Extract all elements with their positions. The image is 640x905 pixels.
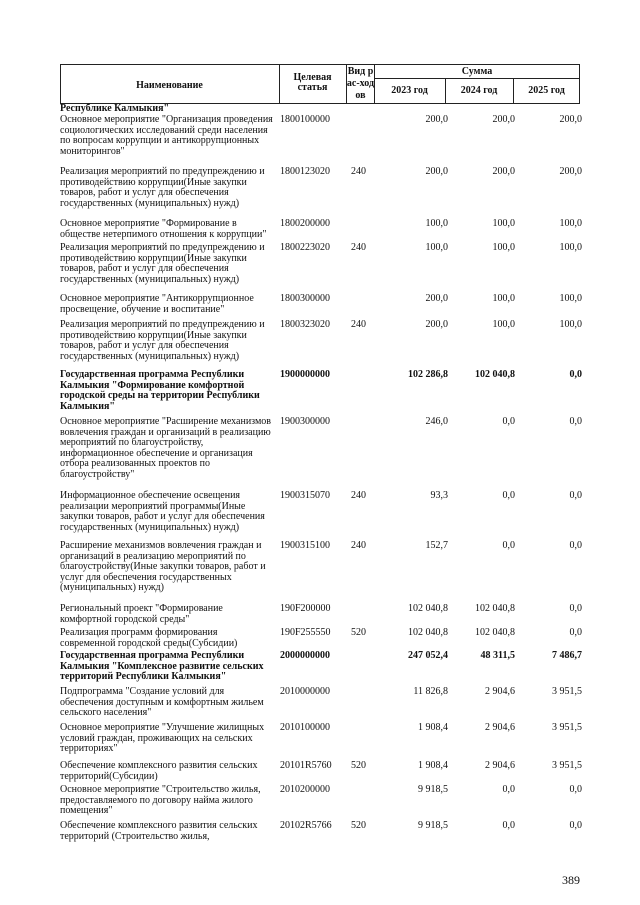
row-sum-2023: 102 040,8 [408, 603, 448, 614]
row-code: 1900300000 [280, 416, 330, 427]
row-sum-2024: 0,0 [502, 820, 515, 831]
row-sum-2025: 3 951,5 [552, 760, 582, 771]
row-sum-2025: 200,0 [559, 166, 582, 177]
row-sum-2024: 100,0 [492, 293, 515, 304]
row-name: Обеспечение комплексного развития сельских территорий(Субсидии) [60, 760, 258, 782]
row-sum-2024: 200,0 [492, 114, 515, 125]
table-row [60, 167, 580, 219]
header-sum: Сумма [461, 66, 493, 77]
table-row [60, 651, 580, 687]
row-vid: 520 [351, 627, 366, 638]
row-sum-2025: 7 486,7 [552, 650, 582, 661]
row-sum-2023: 9 918,5 [418, 820, 448, 831]
row-sum-2025: 100,0 [559, 218, 582, 229]
row-sum-2025: 0,0 [569, 603, 582, 614]
row-sum-2025: 0,0 [569, 416, 582, 427]
row-vid: 520 [351, 820, 366, 831]
table-row [60, 687, 580, 723]
row-name: Реализация программ формирования современной городской среды(Субсидии) [60, 627, 238, 649]
row-sum-2024: 102 040,8 [475, 369, 515, 380]
row-sum-2023: 200,0 [425, 166, 448, 177]
row-code: 2000000000 [280, 650, 330, 661]
row-vid: 240 [351, 540, 366, 551]
table-row [60, 821, 580, 847]
row-name: Подпрограмма "Создание условий для обеспечения доступным и комфортным жильем сельского населения" [60, 686, 264, 718]
row-name: Региональный проект "Формирование комфортной городской среды" [60, 603, 223, 625]
row-sum-2025: 3 951,5 [552, 722, 582, 733]
row-name: Основное мероприятие "Улучшение жилищных условий граждан, проживающих на сельских территориях" [60, 722, 265, 754]
row-sum-2023: 152,7 [425, 540, 448, 551]
row-code: 1900315100 [280, 540, 330, 551]
row-sum-2024: 48 311,5 [480, 650, 515, 661]
table-row [60, 491, 580, 541]
row-sum-2023: 9 918,5 [418, 784, 448, 795]
table-row [60, 761, 580, 785]
table-row [60, 604, 580, 628]
header-code: Целевая статья [293, 72, 332, 93]
header-2024: 2024 год [460, 85, 498, 96]
row-sum-2024: 2 904,6 [485, 722, 515, 733]
row-name: Республике Калмыкия" [60, 103, 170, 114]
row-name: Основное мероприятие "Организация проведения социологических исследований среди населения по вопросам коррупции и антикоррупционных мониторингов" [60, 114, 273, 157]
row-sum-2023: 1 908,4 [418, 760, 448, 771]
table-row [60, 628, 580, 651]
row-sum-2025: 200,0 [559, 114, 582, 125]
table-header [60, 64, 580, 104]
row-sum-2024: 0,0 [502, 416, 515, 427]
row-code: 1800200000 [280, 218, 330, 229]
row-vid: 240 [351, 490, 366, 501]
header-sum-rule [374, 78, 580, 79]
row-sum-2025: 0,0 [569, 627, 582, 638]
row-vid: 520 [351, 760, 366, 771]
row-sum-2024: 102 040,8 [475, 603, 515, 614]
table-row [60, 294, 580, 320]
row-sum-2023: 102 040,8 [408, 627, 448, 638]
row-sum-2024: 100,0 [492, 218, 515, 229]
table-row [60, 115, 580, 167]
row-name: Основное мероприятие "Антикоррупционное просвещение, обучение и воспитание" [60, 293, 254, 315]
table-body [60, 104, 580, 847]
row-name: Реализация мероприятий по предупреждению и противодействию коррупции(Иные закупки товаров, работ и услуг для обеспечения государственных (муниципальных) нужд) [60, 319, 265, 362]
row-sum-2023: 100,0 [425, 242, 448, 253]
row-sum-2025: 0,0 [569, 820, 582, 831]
table-row [60, 785, 580, 821]
row-code: 1800223020 [280, 242, 330, 253]
table-row [60, 541, 580, 604]
row-sum-2024: 0,0 [502, 784, 515, 795]
row-sum-2024: 2 904,6 [485, 686, 515, 697]
page-number: 389 [562, 873, 580, 887]
row-code: 1800100000 [280, 114, 330, 125]
row-code: 1900315070 [280, 490, 330, 501]
row-sum-2024: 2 904,6 [485, 760, 515, 771]
row-sum-2025: 0,0 [569, 369, 582, 380]
row-name: Государственная программа Республики Калмыкия "Комплексное развитие сельских территорий Республики Калмыкия" [60, 650, 264, 682]
row-sum-2025: 100,0 [559, 319, 582, 330]
row-code: 2010100000 [280, 722, 330, 733]
row-code: 1800300000 [280, 293, 330, 304]
row-sum-2024: 0,0 [502, 490, 515, 501]
row-name: Основное мероприятие "Расширение механизмов вовлечения граждан и организаций в реализацию мероприятий по благоустройству, информационное обеспечение и организация отбора реализованных проектов по благоустройству" [60, 416, 272, 480]
row-code: 1800323020 [280, 319, 330, 330]
row-sum-2025: 0,0 [569, 490, 582, 501]
row-name: Реализация мероприятий по предупреждению и противодействию коррупции(Иные закупки товаров, работ и услуг для обеспечения государственных (муниципальных) нужд) [60, 242, 265, 285]
row-vid: 240 [351, 166, 366, 177]
row-sum-2024: 100,0 [492, 242, 515, 253]
table-row [60, 417, 580, 491]
row-sum-2023: 93,3 [430, 490, 448, 501]
row-sum-2024: 0,0 [502, 540, 515, 551]
row-sum-2023: 1 908,4 [418, 722, 448, 733]
row-name: Основное мероприятие "Формирование в обществе нетерпимого отношения к коррупции" [60, 218, 267, 240]
table-row [60, 243, 580, 294]
header-2023: 2023 год [391, 85, 428, 96]
row-sum-2023: 11 826,8 [413, 686, 448, 697]
header-top-rule [60, 64, 580, 65]
table-row [60, 219, 580, 243]
row-sum-2024: 200,0 [492, 166, 515, 177]
row-code: 1900000000 [280, 369, 330, 380]
row-code: 1800123020 [280, 166, 330, 177]
row-name: Информационное обеспечение освещения реализации мероприятий программы(Иные закупки товаров, работ и услуг для обеспечения государственных (муниципальных) нужд) [60, 490, 265, 533]
table-row [60, 370, 580, 417]
row-sum-2024: 100,0 [492, 319, 515, 330]
row-sum-2023: 200,0 [425, 293, 448, 304]
row-sum-2023: 246,0 [425, 416, 448, 427]
header-name: Наименование [136, 80, 203, 91]
row-code: 20101R5760 [280, 760, 332, 771]
row-sum-2023: 200,0 [425, 319, 448, 330]
row-name: Реализация мероприятий по предупреждению и противодействию коррупции(Иные закупки товаров, работ и услуг для обеспечения государственных (муниципальных) нужд) [60, 166, 265, 209]
row-name: Обеспечение комплексного развития сельских территорий (Строительство жилья, [60, 820, 258, 842]
row-sum-2025: 100,0 [559, 293, 582, 304]
header-2025: 2025 год [528, 85, 565, 96]
row-code: 190F255550 [280, 627, 331, 638]
table-row [60, 320, 580, 370]
row-code: 190F200000 [280, 603, 331, 614]
row-sum-2023: 247 052,4 [408, 650, 448, 661]
row-sum-2023: 100,0 [425, 218, 448, 229]
table-row [60, 723, 580, 761]
row-sum-2025: 0,0 [569, 540, 582, 551]
row-code: 20102R5766 [280, 820, 332, 831]
row-sum-2025: 0,0 [569, 784, 582, 795]
row-code: 2010000000 [280, 686, 330, 697]
row-sum-2023: 200,0 [425, 114, 448, 125]
row-name: Основное мероприятие "Строительство жилья, предоставляемого по договору найма жилого помещения" [60, 784, 261, 816]
row-sum-2025: 3 951,5 [552, 686, 582, 697]
row-vid: 240 [351, 319, 366, 330]
row-code: 2010200000 [280, 784, 330, 795]
row-sum-2023: 102 286,8 [408, 369, 448, 380]
row-vid: 240 [351, 242, 366, 253]
row-sum-2025: 100,0 [559, 242, 582, 253]
header-vid: Вид рас-ходов [346, 66, 375, 101]
row-sum-2024: 102 040,8 [475, 627, 515, 638]
row-name: Государственная программа Республики Калмыкия "Формирование комфортной городской среды на территории Республики Калмыкия" [60, 369, 260, 412]
row-name: Расширение механизмов вовлечения граждан и организаций в реализацию мероприятий по благоустройству(Иные закупки товаров, работ и услуг для обеспечения государственных (муниципальных) нужд) [60, 540, 266, 593]
